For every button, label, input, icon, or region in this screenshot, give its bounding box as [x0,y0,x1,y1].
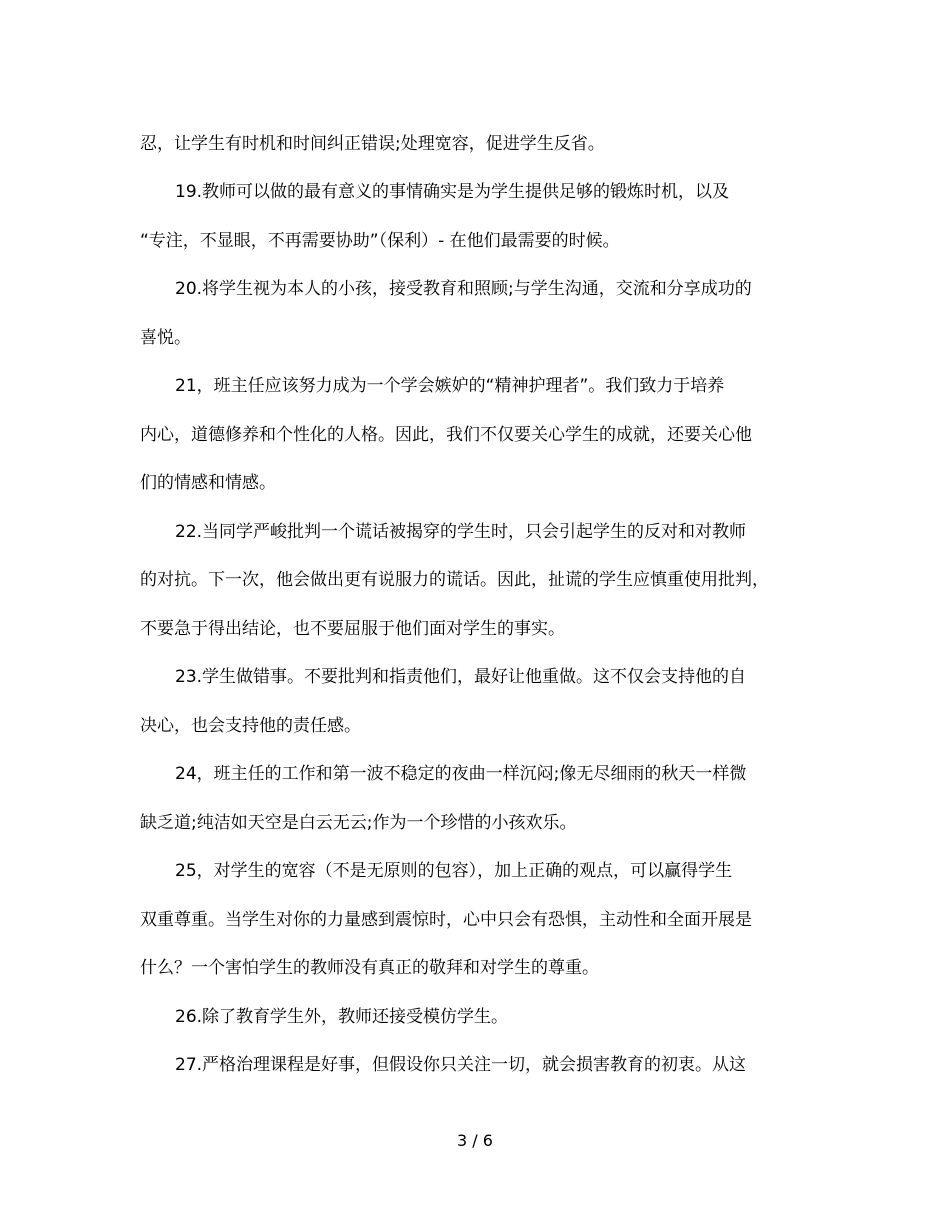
paragraph-line: 21，班主任应该努力成为一个学会嫉妒的“精神护理者”。我们致力于培养 [175,376,725,396]
paragraph-line: 不要急于得出结论，也不要屈服于他们面对学生的事实。 [140,619,565,639]
page-number: 3 / 6 [457,1131,493,1150]
paragraph-line: 23.学生做错事。不要批判和指责他们，最好让他重做。这不仅会支持他的自 [175,667,747,687]
paragraph-line: 忍，让学生有时机和时间纠正错误;处理宽容，促进学生反省。 [140,134,605,154]
paragraph-line: 27.严格治理课程是好事，但假设你只关注一切，就会损害教育的初衷。从这 [175,1055,747,1075]
paragraph-line: 双重尊重。当学生对你的力量感到震惊时，心中只会有恐惧，主动性和全面开展是 [140,910,752,930]
paragraph-line: 20.将学生视为本人的小孩，接受教育和照顾;与学生沟通，交流和分享成功的 [175,279,752,299]
paragraph-line: 25，对学生的宽容（不是无原则的包容），加上正确的观点，可以赢得学生 [175,861,733,881]
paragraph-line: 24，班主任的工作和第一波不稳定的夜曲一样沉闷;像无尽细雨的秋天一样微 [175,764,747,784]
paragraph-line: “专注，不显眼，不再需要协助”（保利）- 在他们最需要的时候。 [140,231,620,251]
paragraph-line: 22.当同学严峻批判一个谎话被揭穿的学生时，只会引起学生的反对和对教师 [175,522,747,542]
paragraph-line: 缺乏道;纯洁如天空是白云无云;作为一个珍惜的小孩欢乐。 [140,813,577,833]
paragraph-line: 19.教师可以做的最有意义的事情确实是为学生提供足够的锻炼时机，以及 [175,182,730,202]
paragraph-line: 什么？一个害怕学生的教师没有真正的敬拜和对学生的尊重。 [140,958,599,978]
paragraph-line: 喜悦。 [140,328,191,348]
paragraph-line: 的对抗。下一次，他会做出更有说服力的谎话。因此，扯谎的学生应慎重使用批判， [140,570,769,590]
paragraph-line: 们的情感和情感。 [140,473,276,493]
paragraph-line: 决心，也会支持他的责任感。 [140,716,361,736]
paragraph-line: 内心，道德修养和个性化的人格。因此，我们不仅要关心学生的成就，还要关心他 [140,425,752,445]
paragraph-line: 26.除了教育学生外，教师还接受模仿学生。 [175,1007,509,1027]
